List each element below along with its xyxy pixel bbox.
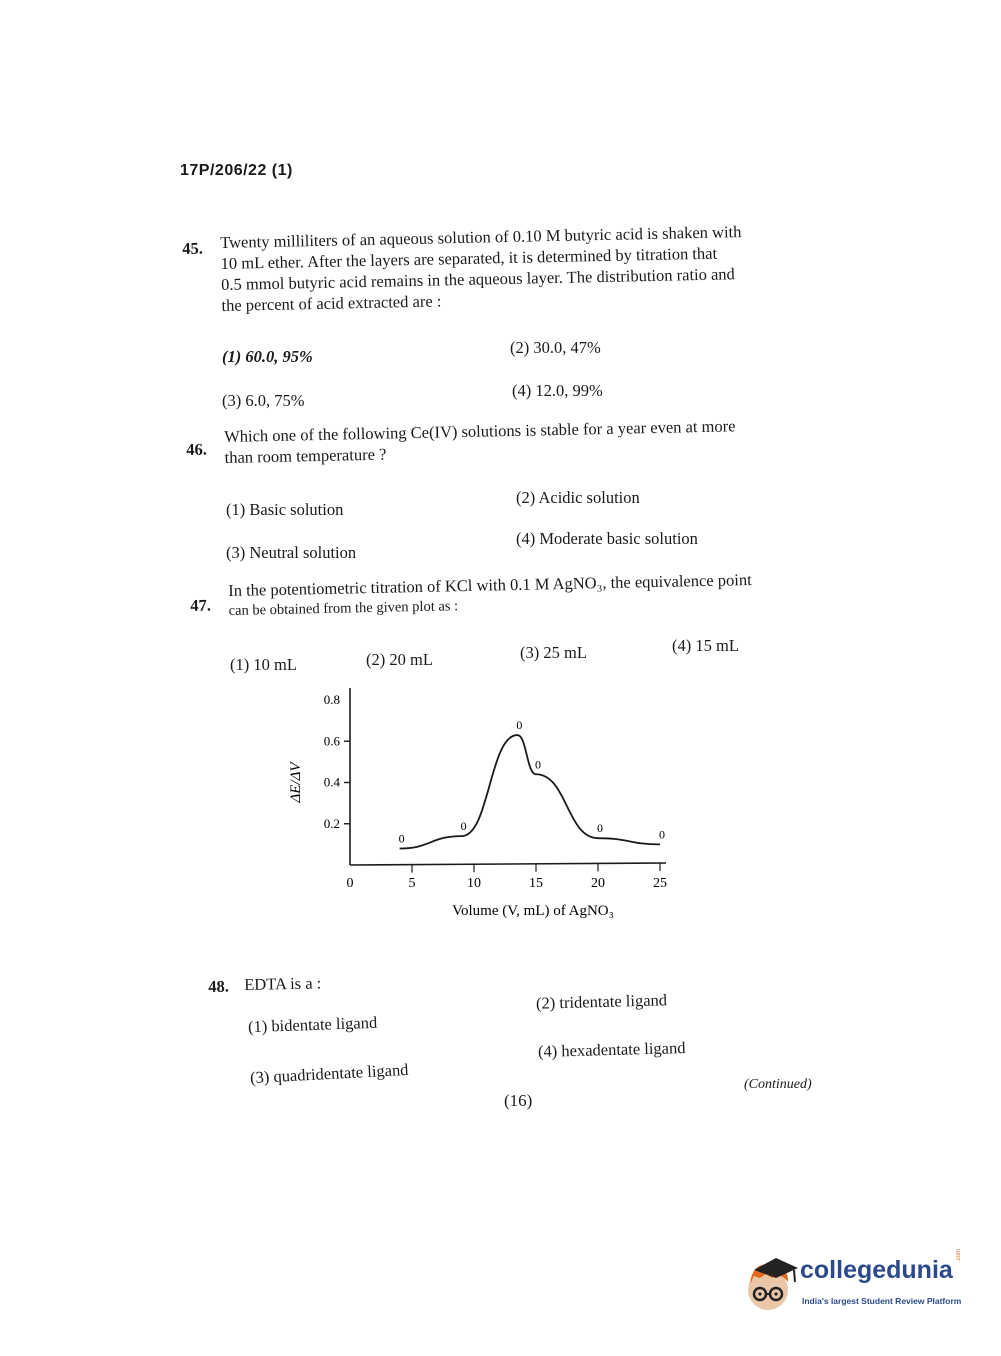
data-point-marker: 0 <box>516 718 523 733</box>
y-tick-label: 0.6 <box>323 733 340 749</box>
x-tick-label: 25 <box>653 876 667 891</box>
y-tick-label: 0.4 <box>323 774 340 790</box>
stem-line: Twenty milliliters of an aqueous solution of 0.10 M butyric acid is shaken with <box>220 222 742 252</box>
y-tick-label: 0.8 <box>323 692 340 707</box>
option-4[interactable]: (4) hexadentate ligand <box>537 1038 686 1061</box>
collegedunia-logo[interactable] <box>742 1248 972 1314</box>
x-tick-label: 5 <box>408 876 416 891</box>
option-4[interactable]: (4) 12.0, 99% <box>512 381 603 400</box>
mascot-icon <box>742 1248 800 1314</box>
x-tick-label: 0 <box>346 876 354 891</box>
option-2[interactable]: (2) 30.0, 47% <box>510 338 601 357</box>
page-number: (16) <box>504 1091 533 1110</box>
data-point-marker: 0 <box>398 831 405 846</box>
option-1[interactable]: (1) 60.0, 95% <box>222 347 313 366</box>
stem-line: the percent of acid extracted are : <box>221 291 442 315</box>
x-tick-label: 10 <box>467 876 481 891</box>
option-3[interactable]: (3) 25 mL <box>520 643 587 662</box>
y-axis-label: ΔE/ΔV <box>288 762 304 803</box>
option-2[interactable]: (2) 20 mL <box>366 650 433 669</box>
option-3[interactable]: (3) quadridentate ligand <box>249 1059 409 1088</box>
option-2[interactable]: (2) Acidic solution <box>516 488 640 507</box>
data-point-marker: 0 <box>460 819 467 834</box>
continued-note: (Continued) <box>744 1077 812 1092</box>
option-3[interactable]: (3) Neutral solution <box>226 543 357 562</box>
x-tick-label: 15 <box>529 876 543 891</box>
brand-tagline: India's largest Student Review Platform <box>802 1296 962 1306</box>
option-2[interactable]: (2) tridentate ligand <box>535 990 668 1013</box>
data-point-marker: 0 <box>535 757 541 772</box>
x-axis-label: Volume (V, mL) of AgNO₃ <box>452 903 614 919</box>
question-number: 48. <box>208 976 230 996</box>
stem-line: than room temperature ? <box>224 444 387 467</box>
data-point-marker: 0 <box>659 827 665 842</box>
stem-line: EDTA is a : <box>244 973 322 994</box>
question-number: 47. <box>190 595 212 615</box>
option-1[interactable]: (1) bidentate ligand <box>247 1012 378 1037</box>
brand-domain: .com <box>956 1248 962 1262</box>
series-line <box>400 735 660 848</box>
derivative-titration-chart <box>270 690 730 930</box>
question-number: 45. <box>182 238 204 258</box>
option-1[interactable]: (1) Basic solution <box>226 500 344 519</box>
option-4[interactable]: (4) Moderate basic solution <box>516 529 698 548</box>
brand-name: collegedunia <box>800 1256 953 1284</box>
option-4[interactable]: (4) 15 mL <box>672 636 739 655</box>
paper-code: 17P/206/22 (1) <box>180 162 293 179</box>
stem-line: 0.5 mmol butyric acid remains in the aqueous layer. The distribution ratio and <box>220 264 736 294</box>
question-number: 46. <box>186 439 208 459</box>
stem-line: In the potentiometric titration of KCl with 0.1 M AgNO₃, the equivalence point <box>228 570 752 600</box>
option-3[interactable]: (3) 6.0, 75% <box>222 391 305 410</box>
data-point-marker: 0 <box>597 821 603 836</box>
stem-line: 10 mL ether. After the layers are separated, it is determined by titration that <box>220 243 718 273</box>
x-tick-label: 20 <box>591 876 605 891</box>
option-1[interactable]: (1) 10 mL <box>230 655 297 674</box>
y-tick-label: 0.2 <box>323 815 340 831</box>
x-axis <box>350 863 666 865</box>
stem-line: Which one of the following Ce(IV) solutions is stable for a year even at more <box>224 416 736 446</box>
stem-line: can be obtained from the given plot as : <box>228 598 459 619</box>
